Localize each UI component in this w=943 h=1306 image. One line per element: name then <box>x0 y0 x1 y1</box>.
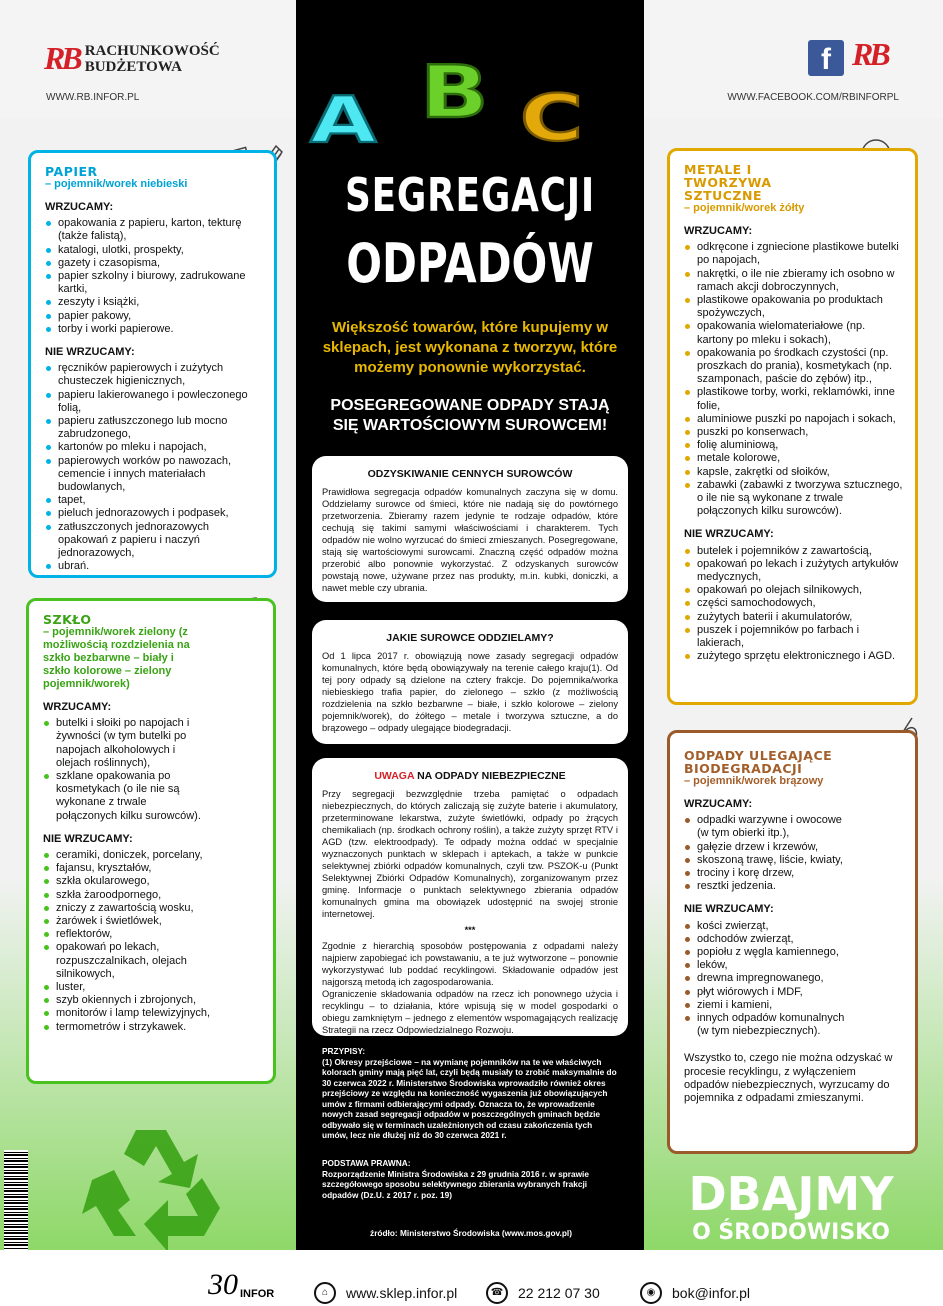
list-item: innych odpadów komunalnych (w tym niebezpiecznych). <box>684 1012 854 1038</box>
list-item: żarówek i świetlówek, <box>43 915 233 928</box>
box-jakie-surowce <box>312 620 628 744</box>
list-item: odkręcone i zgniecione plastikowe butelki po napojach, <box>684 241 903 267</box>
papier-subtitle: – pojemnik/worek niebieski <box>45 178 188 190</box>
list-item: kartonów po mleku i napojach, <box>45 441 262 454</box>
logo-line2: BUDŻETOWA <box>84 58 182 75</box>
box3-title <box>322 770 618 782</box>
panel-szklo <box>26 598 276 1084</box>
shop-url: www.sklep.infor.pl <box>346 1285 458 1301</box>
intro-text2: POSEGREGOWANE ODPADY STAJĄ SIĘ WARTOŚCIOWYM SUROWCEM! <box>330 397 610 434</box>
papier-nie-list <box>45 362 262 573</box>
szklo-nie-label: NIE WRZUCAMY: <box>43 832 133 845</box>
podstawa-text: Rozporządzenie Ministra Środowiska z 29 grudnia 2016 r. w sprawie szczegółowego sposobu selektywnego zbierania wybranych frakcji odpadów (Dz.U. z 2017 r. poz. 19) <box>322 1168 589 1200</box>
list-item: popiołu z węgla kamiennego, <box>684 946 854 959</box>
bio-title: ODPADY ULEGAJĄCE BIODEGRADACJI <box>684 748 833 776</box>
papier-wrzucamy-list <box>45 217 262 336</box>
facebook-url[interactable]: WWW.FACEBOOK.COM/RBINFORPL <box>727 92 899 103</box>
cart-icon: ⌂ <box>314 1282 336 1304</box>
list-item: butelki i słoiki po napojach i żywności (w tym butelki po napojach alkoholowych i olejach roślinnych), <box>43 717 203 770</box>
box3-text2: Zgodnie z hierarchią sposobów postępowania z odpadami należy najpierw zapobiegać ich powstawaniu, a te już wytworzone – ponownie wykorzystywać lub poddać recyklingowi. Składowanie odpadów jest najgorszą metodą ich zagospodarowania. <box>322 941 618 987</box>
list-item: papier szkolny i biurowy, zadrukowane kartki, <box>45 270 262 296</box>
list-item: leków, <box>684 959 854 972</box>
box2-text: Od 1 lipca 2017 r. obowiązują nowe zasady segregacji odpadów komunalnych, które będą obowiązywały na terenie całego kraju(1). Od tej pory odpady są dzielone na cztery frakcje. Do pojemnika/worka niebieskiego trafia papier, do zielonego – szkło (z możliwością rozdzielenia na szkło bezbarwne – białe, i szkło kolorowe – zielony pojemnik/worek), do żółtego – metale i tworzywa sztuczne, a do brązowego – odpady ulegające biodegradacji. <box>322 651 618 733</box>
title-line2: ODPADÓW <box>346 232 594 295</box>
list-item: zatłuszczonych jednorazowych opakowań z papieru i naczyń jednorazowych, <box>45 521 262 561</box>
list-item: trociny i korę drzew, <box>684 867 844 880</box>
list-item: szklane opakowania po kosmetykach (o ile nie są wykonane z trwale połączonych kilku surowców). <box>43 770 203 823</box>
list-item: części samochodowych, <box>684 597 903 610</box>
panel-papier <box>28 150 277 578</box>
list-item: ziemi i kamieni, <box>684 999 854 1012</box>
dbajmy-text: DBAJMY <box>688 1167 894 1221</box>
facebook-icon[interactable]: f <box>808 40 844 76</box>
letter-c: C <box>520 80 584 156</box>
recycle-icon <box>74 1110 244 1260</box>
bio-wrzucamy-list <box>684 814 844 893</box>
infor-30: 30 <box>208 1268 238 1301</box>
rb-logo-mark: RB <box>44 40 79 76</box>
papier-wrzucamy-label: WRZUCAMY: <box>45 201 114 213</box>
list-item: kości zwierząt, <box>684 920 854 933</box>
phone-link[interactable] <box>486 1282 600 1304</box>
rb-logo-text <box>85 43 220 75</box>
list-item: nakrętki, o ile nie zbieramy ich osobno w ramach akcji dobroczynnych, <box>684 268 903 294</box>
list-item: papier pakowy, <box>45 310 262 323</box>
list-item: katalogi, ulotki, prospekty, <box>45 244 262 257</box>
list-item: szkła żaroodpornego, <box>43 889 233 902</box>
infor-logo[interactable] <box>208 1270 274 1300</box>
list-item: folię aluminiową, <box>684 439 903 452</box>
box3-title-rest: NA ODPADY NIEBEZPIECZNE <box>414 770 566 782</box>
panel-metale <box>667 148 918 705</box>
box3-text: Przy segregacji bezwzględnie trzeba pamiętać o odpadach niebezpiecznych, do których zaliczają się zużyte baterie i akumulatory, przeterminowane lekarstwa, zużyte świetlówki, odpady po żrących chemikaliach (np. środkach ochrony roślin), a także zużyty sprzęt RTV i AGD (tzw. elektroodpady). Te odpady można oddać w specjalnie wyznaczonych punktach w sklepach i aptekach, a także w punkcie selektywnej zbiórki odpadów komunalnych, czyli tzw. PSZOK-u (Punkt Selektywnej Zbiórki Odpadów Komunalnych), zorganizowanym przez gminę. Informacje o punktach selektywnego zbierania odpadów komunalnych gmina ma obowiązek udostępnić na swojej stronie internetowej. <box>322 789 618 919</box>
rb-logo[interactable] <box>44 40 220 77</box>
logo-line1: RACHUNKOWOŚĆ <box>84 42 220 59</box>
list-item: kapsle, zakrętki od słoików, <box>684 466 903 479</box>
bio-wrzucamy-label: WRZUCAMY: <box>684 798 753 810</box>
email-address: bok@infor.pl <box>672 1285 751 1301</box>
box2-title: JAKIE SUROWCE ODDZIELAMY? <box>386 632 554 644</box>
list-item: puszki po konserwach, <box>684 426 903 439</box>
podstawa-prawna <box>322 1158 620 1200</box>
website-url[interactable]: WWW.RB.INFOR.PL <box>46 92 140 103</box>
metale-subtitle: – pojemnik/worek żółty <box>684 202 805 214</box>
list-item: opakowań po lekach, rozpuszczalnikach, olejach silnikowych, <box>43 941 233 981</box>
szklo-nie-list <box>43 849 233 1034</box>
list-item: monitorów i lamp telewizyjnych, <box>43 1007 233 1020</box>
list-item: luster, <box>43 981 233 994</box>
list-item: plastikowe torby, worki, reklamówki, inne folie, <box>684 386 903 412</box>
list-item: metale kolorowe, <box>684 452 903 465</box>
list-item: zeszyty i książki, <box>45 296 262 309</box>
list-item: butelek i pojemników z zawartością, <box>684 545 903 558</box>
list-item: ubrań. <box>45 560 262 573</box>
list-item: szkła okularowego, <box>43 875 233 888</box>
list-item: tapet, <box>45 494 262 507</box>
szklo-subtitle: – pojemnik/worek zielony (z możliwością rozdzielenia na szkło bezbarwne – biały i szkło kolorowe – zielony pojemnik/worek) <box>43 626 190 690</box>
list-item: aluminiowe puszki po napojach i sokach, <box>684 413 903 426</box>
rb-logo-mark-right: RB <box>852 36 887 72</box>
metale-title: METALE I TWORZYWA SZTUCZNE <box>684 162 772 203</box>
list-item: zużytego sprzętu elektronicznego i AGD. <box>684 650 903 663</box>
list-item: opakowania po środkach czystości (np. proszkach do prania), kosmetykach (np. szamponach, paście do zębów) itp., <box>684 347 903 387</box>
box1-text: Prawidłowa segregacja odpadów komunalnych zaczyna się w domu. Oddzielamy surowce od śmieci, które nie nadają się do powtórnego przetworzenia. Zbieramy razem jedynie te rodzaje odpadów, które cechują się takimi samymi właściwościami i charakterem. Tych odpadów nie wolno wyrzucać do śmieci zmieszanych. Posegregowane, stają się wartościowymi surowcami. Znaczną część odpadów można przerobić albo ponownie wykorzystać. Z odzyskanych surowców powstają nowe, używane przez nas produkty, m.in. kubki, doniczki, a nawet meble czy ubrania. <box>322 487 618 593</box>
metale-nie-list <box>684 545 903 664</box>
box3-text3: Ograniczenie składowania odpadów na rzecz ich ponownego użycia i recyklingu – to działania, które wpisują się w model gospodarki o obiegu zamkniętym – jednego z elementów wspomagających realizację Strategii na rzecz Odpowiedzialnego Rozwoju. <box>322 989 618 1035</box>
list-item: zniczy z zawartością wosku, <box>43 902 233 915</box>
list-item: termometrów i strzykawek. <box>43 1021 233 1034</box>
list-item: papieru zatłuszczonego lub mocno zabrudzonego, <box>45 415 262 441</box>
list-item: zabawki (zabawki z tworzywa sztucznego, o ile nie są wykonane z trwale połączonych kilku surowców). <box>684 479 903 519</box>
bio-note: Wszystko to, czego nie można odzyskać w procesie recyklingu, z wyłączeniem odpadów niebezpiecznych, wyrzucamy do pojemnika z odpadami zmieszanymi. <box>684 1052 893 1105</box>
list-item: papierowych worków po nawozach, cemencie i innych materiałach budowlanych, <box>45 455 262 495</box>
letter-b: B <box>420 50 489 135</box>
przypisy-text: (1) Okresy przejściowe – na wymianę pojemników na te we właściwych kolorach gminy mają pięć lat, czyli będą musiały to zrobić maksymalnie do 30 czerwca 2022 r. Ministerstwo Środowiska wprowadziło również okres przejściowy ze względu na konieczność wygaszenia już obowiązujących umów z firmami odbierającymi odpady. Oznacza to, że wprowadzenie nowych zasad segregacji odpadów w poszczególnych gminach będzie odbywało się w terminach uzależnionych od czasu zakończenia tych umów, lecz nie dłużej niż do 30 czerwca 2021 r. <box>322 1056 617 1140</box>
papier-nie-label: NIE WRZUCAMY: <box>45 346 135 359</box>
list-item: fajansu, kryształów, <box>43 862 233 875</box>
list-item: ręczników papierowych i zużytych chusteczek higienicznych, <box>45 362 262 388</box>
email-link[interactable] <box>640 1282 750 1304</box>
letter-a: A <box>310 82 377 158</box>
list-item: papieru lakierowanego i powleczonego folią, <box>45 389 262 415</box>
infor-brand: INFOR <box>240 1288 275 1300</box>
stars-separator: *** <box>464 925 476 935</box>
box-uwaga <box>312 758 628 1036</box>
list-item: drewna impregnowanego, <box>684 972 854 985</box>
list-item: resztki jedzenia. <box>684 880 844 893</box>
center-column <box>296 0 644 1250</box>
abc-heading <box>310 40 630 158</box>
list-item: puszek i pojemników po farbach i lakierach, <box>684 624 903 650</box>
szklo-title: SZKŁO <box>43 612 92 627</box>
box1-title: ODZYSKIWANIE CENNYCH SUROWCÓW <box>367 468 573 480</box>
list-item: skoszoną trawę, liście, kwiaty, <box>684 854 844 867</box>
metale-nie-label: NIE WRZUCAMY: <box>684 528 774 541</box>
shop-link[interactable] <box>314 1282 457 1304</box>
list-item: torby i worki papierowe. <box>45 323 262 336</box>
title-line1: SEGREGACJI <box>345 168 595 222</box>
list-item: opakowań po lekach i zużytych artykułów medycznych, <box>684 558 903 584</box>
list-item: opakowania z papieru, karton, tekturę (także falistą), <box>45 217 262 243</box>
list-item: opakowań po olejach silnikowych, <box>684 584 903 597</box>
szklo-wrzucamy-label: WRZUCAMY: <box>43 701 112 713</box>
mouse-icon: ◉ <box>640 1282 662 1304</box>
phone-number: 22 212 07 30 <box>518 1285 600 1301</box>
list-item: plastikowe opakowania po produktach spożywczych, <box>684 294 903 320</box>
podstawa-label: PODSTAWA PRAWNA: <box>322 1158 411 1168</box>
przypisy <box>322 1046 620 1141</box>
list-item: ceramiki, doniczek, porcelany, <box>43 849 233 862</box>
list-item: gazety i czasopisma, <box>45 257 262 270</box>
list-item: reflektorów, <box>43 928 233 941</box>
papier-title: PAPIER <box>45 164 98 179</box>
panel-bio <box>667 730 918 1154</box>
footer <box>0 1250 943 1306</box>
dbajmy-block <box>660 1168 922 1245</box>
source-note: źródło: Ministerstwo Środowiska (www.mos.gov.pl) <box>370 1228 572 1238</box>
phone-icon: ☎ <box>486 1282 508 1304</box>
list-item: gałęzie drzew i krzewów, <box>684 841 844 854</box>
szklo-wrzucamy-list <box>43 717 203 823</box>
bio-nie-label: NIE WRZUCAMY: <box>684 903 774 916</box>
list-item: szyb okiennych i zbrojonych, <box>43 994 233 1007</box>
list-item: pieluch jednorazowych i podpasek, <box>45 507 262 520</box>
metale-wrzucamy-list <box>684 241 903 518</box>
intro-text: Większość towarów, które kupujemy w sklepach, jest wykonana z tworzyw, które możemy ponownie wykorzystać. <box>322 319 618 376</box>
list-item: zużytych baterii i akumulatorów, <box>684 611 903 624</box>
box-odzyskiwanie <box>312 456 628 602</box>
bio-nie-list <box>684 920 854 1039</box>
list-item: opakowania wielomateriałowe (np. kartony po mleku i sokach), <box>684 320 903 346</box>
o-srodowisko-text: O ŚRODOWISKO <box>692 1220 890 1245</box>
metale-wrzucamy-label: WRZUCAMY: <box>684 225 753 237</box>
uwaga-label: UWAGA <box>374 770 415 782</box>
list-item: odchodów zwierząt, <box>684 933 854 946</box>
przypisy-label: PRZYPISY: <box>322 1046 366 1056</box>
list-item: płyt wiórowych i MDF, <box>684 986 854 999</box>
list-item: odpadki warzywne i owocowe (w tym obierki itp.), <box>684 814 844 840</box>
bio-subtitle: – pojemnik/worek brązowy <box>684 775 824 787</box>
